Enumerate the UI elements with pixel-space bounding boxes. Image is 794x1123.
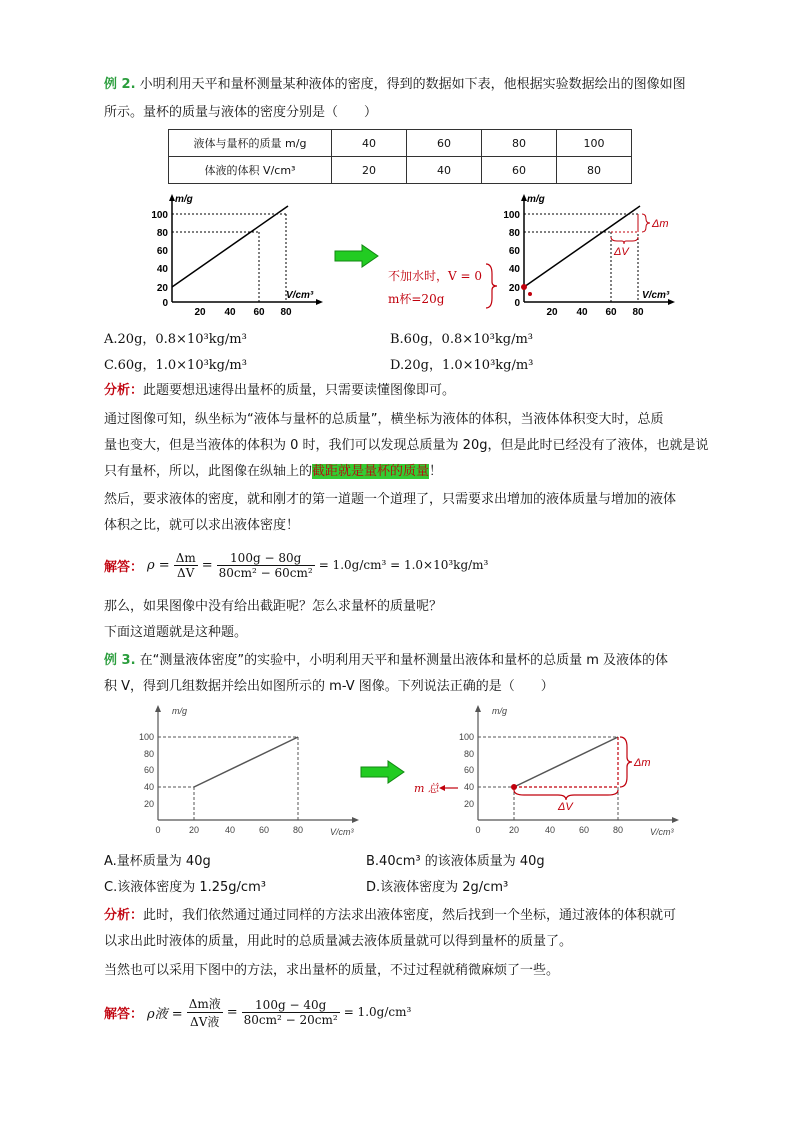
ex3-question-line2: 积 V，得到几组数据并绘出如图所示的 m-V 图像。下列说法正确的是（ ） — [104, 679, 554, 694]
option-b: B.60g，0.8×10³kg/m³ — [390, 332, 533, 347]
x-tick: 40 — [544, 825, 556, 835]
delta-m-label: Δm — [634, 757, 651, 769]
y-tick: 0 — [514, 298, 520, 309]
y-tick: 40 — [143, 782, 154, 792]
table-cell: 100 — [557, 130, 632, 157]
y-tick: 20 — [156, 283, 168, 294]
ex3-answer: 解答： ρ液 = $\frac{\text{Δm液}}{\text{ΔV液}}$ = $\frac{100g - 40g}{\text{80cm² − 20cm²}}$ = 1.0g/cm³ — [104, 996, 412, 1029]
y-tick: 60 — [463, 765, 474, 775]
analysis-label: 分析： — [104, 908, 144, 923]
transition-q1: 那么，如果图像中没有给出截距呢？怎么求量杯的质量呢？ — [104, 599, 443, 614]
x-tick: 20 — [508, 825, 520, 835]
y-tick: 80 — [143, 749, 154, 759]
denominator: ΔV — [177, 565, 195, 580]
delta-v-label: ΔV — [614, 246, 629, 258]
ex2-question-line2: 所示。量杯的质量与液体的密度分别是（ ） — [104, 105, 378, 120]
ex3-graph-left — [138, 702, 363, 842]
ex2-para1-l3 — [104, 462, 724, 482]
y-tick: 100 — [458, 732, 474, 742]
y-tick: 100 — [151, 210, 168, 221]
table-cell: 20 — [332, 157, 407, 184]
answer-result: = 1.0g/cm³ — [343, 1005, 412, 1019]
y-tick: 20 — [508, 283, 520, 294]
denominator: 80cm² − 20cm² — [243, 1012, 338, 1027]
y-tick: 60 — [156, 246, 168, 257]
numerator: 100g − 80g — [217, 551, 315, 566]
delta-m-label: Δm — [652, 218, 669, 230]
x-tick: 60 — [578, 825, 590, 835]
ex2-note-v0: 不加水时，V = 0 — [388, 269, 482, 283]
x-tick: 80 — [612, 825, 624, 835]
fraction — [242, 998, 340, 1027]
option-d: D.20g，1.0×10³kg/m³ — [390, 358, 534, 373]
y-tick: 20 — [463, 799, 474, 809]
transition-q2: 下面这道题就是这种题。 — [104, 625, 248, 640]
y-axis-label: m/g — [527, 194, 545, 205]
ex2-analysis — [104, 381, 724, 401]
y-tick: 40 — [508, 264, 520, 275]
y-axis-label: m/g — [175, 194, 193, 205]
option-c: C.该液体密度为 1.25g/cm³ — [104, 880, 266, 895]
rho-symbol: ρ = — [147, 557, 170, 573]
ex2-graph-right — [490, 190, 700, 320]
ex3-para: 当然也可以采用下图中的方法，求出量杯的质量，不过过程就稍微麻烦了一些。 — [104, 963, 560, 978]
x-tick: 40 — [224, 307, 236, 318]
y-tick: 80 — [156, 228, 168, 239]
table-cell: 80 — [557, 157, 632, 184]
ex2-para1-l1: 通过图像可知，纵坐标为“液体与量杯的总质量”，横坐标为液体的体积，当液体体积变大时，总质 — [104, 412, 664, 427]
ex3-text1: 在“测量液体密度”的实验中，小明利用天平和量杯测量出液体和量杯的总质量 m 及液体的体 — [139, 653, 669, 668]
delta-v-label: ΔV — [558, 801, 573, 813]
ex2-text1: 小明利用天平和量杯测量某种液体的密度，得到的数据如下表，他根据实验数据绘出的图像如图 — [139, 77, 686, 92]
x-tick: 20 — [546, 307, 558, 318]
x-tick: 60 — [253, 307, 265, 318]
x-tick: 0 — [475, 825, 481, 835]
table-row-label: 体液的体积 V/cm³ — [169, 157, 332, 184]
answer-result: = 1.0g/cm³ = 1.0×10³kg/m³ — [318, 558, 489, 572]
ex2-graph-left — [138, 190, 338, 320]
x-tick: 20 — [194, 307, 206, 318]
table-cell: 60 — [407, 130, 482, 157]
para-text: 只有量杯，所以，此图像在纵轴上的 — [104, 464, 313, 479]
denominator: ΔV液 — [190, 1014, 220, 1029]
numerator: 100g − 40g — [242, 998, 340, 1013]
analysis-text: 此时，我们依然通过通过同样的方法求出液体密度，然后找到一个坐标，通过液体的体积就可 — [143, 908, 677, 923]
option-b: B.40cm³ 的该液体质量为 40g — [366, 854, 545, 869]
analysis-label: 分析： — [104, 383, 144, 398]
m-total-label: m 总 — [414, 782, 439, 795]
x-tick: 80 — [292, 825, 304, 835]
arrow-left-icon — [438, 782, 460, 794]
ex2-para2-l2: 体积之比，就可以求出液体密度！ — [104, 518, 300, 533]
table-cell: 60 — [482, 157, 557, 184]
fraction — [217, 551, 315, 580]
ex2-para1-l2: 量也变大，但是当液体的体积为 0 时，我们可以发现总质量为 20g，但是此时已经没有了液体，也就是说 — [104, 438, 709, 453]
x-axis-label: V/cm³ — [286, 290, 314, 301]
option-a: A.20g，0.8×10³kg/m³ — [104, 332, 247, 347]
ex3-question-line1 — [104, 651, 724, 671]
x-tick: 40 — [224, 825, 236, 835]
x-tick: 80 — [632, 307, 644, 318]
ex3-graph-right — [458, 702, 688, 842]
y-tick: 40 — [463, 782, 474, 792]
table-row — [169, 157, 632, 184]
numerator: Δm — [175, 550, 196, 565]
table-row — [169, 130, 632, 157]
y-tick: 100 — [138, 732, 154, 742]
option-c: C.60g，1.0×10³kg/m³ — [104, 358, 247, 373]
ex3-analysis-l1 — [104, 906, 724, 926]
x-axis-label: V/cm³ — [642, 290, 670, 301]
x-tick: 60 — [605, 307, 617, 318]
analysis-text: 此题要想迅速得出量杯的质量，只需要读懂图像即可。 — [143, 383, 456, 398]
x-axis-label: V/cm³ — [330, 827, 354, 837]
x-tick: 60 — [258, 825, 270, 835]
x-tick: 80 — [280, 307, 292, 318]
ex2-answer: 解答： ρ = $\frac{\Delta m}{\Delta V}$ = $\frac{100g - 80g}{\text{80cm² − 60cm²}}$ = 1.0g/cm³ = 1.0×10³kg/m³ — [104, 550, 489, 580]
y-tick: 20 — [143, 799, 154, 809]
option-d: D.该液体密度为 2g/cm³ — [366, 880, 509, 895]
ex3-label: 例 3. — [104, 653, 136, 668]
y-tick: 0 — [162, 298, 168, 309]
table-cell: 40 — [407, 157, 482, 184]
arrow-right-icon — [360, 760, 406, 784]
fraction — [174, 551, 198, 580]
x-axis-label: V/cm³ — [650, 827, 674, 837]
y-axis-label: m/g — [172, 706, 188, 716]
rho-symbol: ρ液 = — [147, 1006, 183, 1022]
y-tick: 40 — [156, 264, 168, 275]
ex2-data-table — [168, 129, 632, 184]
y-axis-label: m/g — [492, 706, 508, 716]
ex3-analysis-l2: 以求出此时液体的质量，用此时的总质量减去液体质量就可以得到量杯的质量了。 — [104, 934, 573, 949]
x-tick: 20 — [188, 825, 200, 835]
arrow-right-icon — [334, 244, 380, 268]
denominator: 80cm² − 60cm² — [218, 565, 313, 580]
fraction — [187, 995, 223, 1030]
x-tick: 40 — [576, 307, 588, 318]
y-tick: 60 — [143, 765, 154, 775]
ex2-question-line1 — [104, 75, 724, 95]
option-a: A.量杯质量为 40g — [104, 854, 211, 869]
para-text: ！ — [429, 464, 443, 479]
highlight-text: 截距就是量杯的质量 — [312, 464, 430, 479]
numerator: Δm液 — [188, 996, 221, 1011]
table-row-label: 液体与量杯的质量 m/g — [169, 130, 332, 157]
y-tick: 100 — [503, 210, 520, 221]
table-cell: 40 — [332, 130, 407, 157]
ex2-para2-l1: 然后，要求液体的密度，就和刚才的第一道题一个道理了，只需要求出增加的液体质量与增加的液体 — [104, 492, 677, 507]
y-tick: 80 — [508, 228, 520, 239]
table-cell: 80 — [482, 130, 557, 157]
answer-label: 解答： — [104, 1006, 144, 1022]
answer-label: 解答： — [104, 559, 144, 575]
y-tick: 80 — [463, 749, 474, 759]
ex2-label: 例 2. — [104, 77, 136, 92]
ex2-note-mcup: m杯=20g — [388, 292, 445, 306]
y-tick: 60 — [508, 246, 520, 257]
x-tick: 0 — [155, 825, 161, 835]
